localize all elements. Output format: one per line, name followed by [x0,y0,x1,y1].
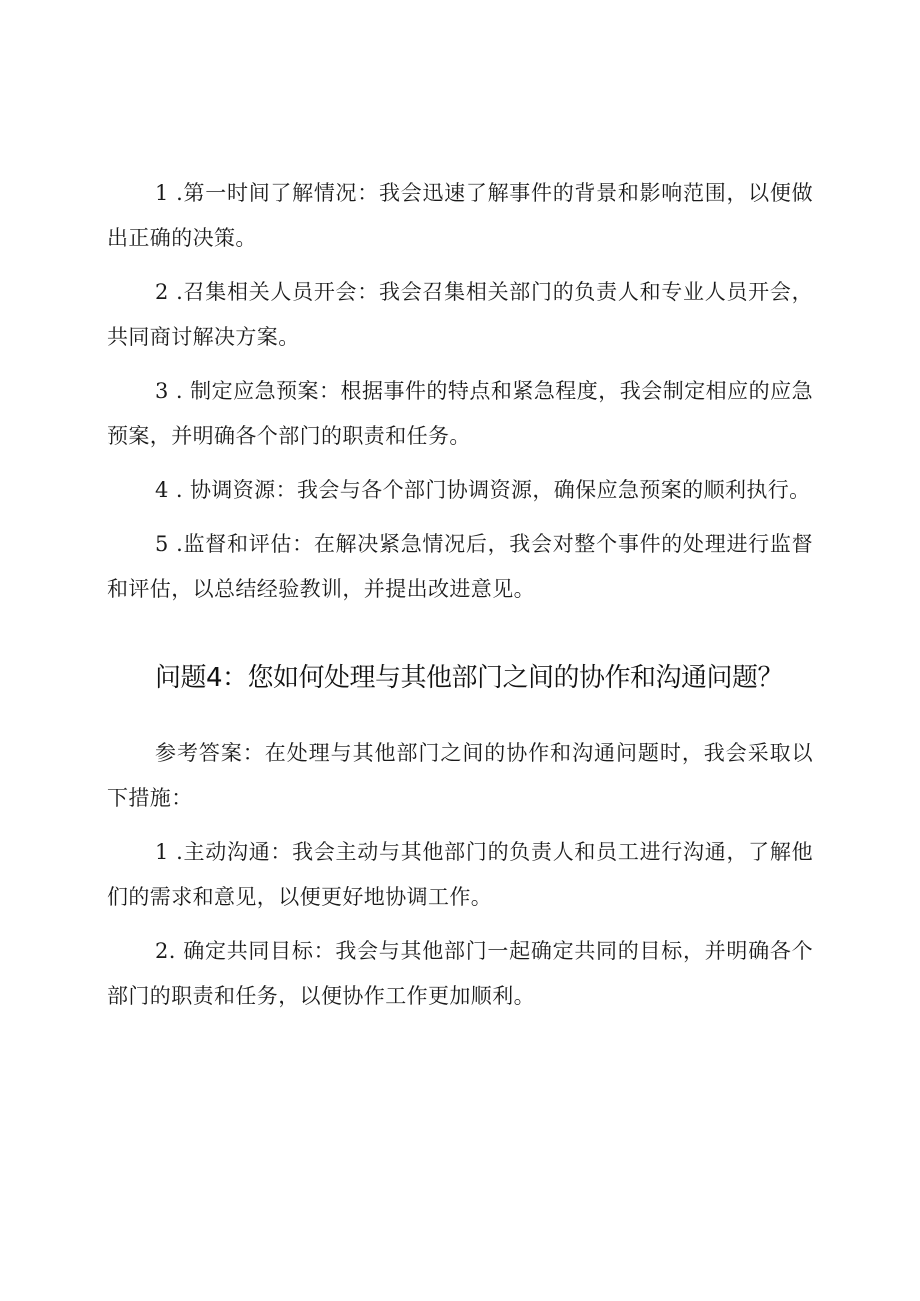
question-heading: 问题4：您如何处理与其他部门之间的协作和沟通问题？ [155,663,784,693]
list-item-measure-2: 2. 确定共同目标：我会与其他部门一起确定共同的目标，并明确各个部门的职责和任务，以便协作工作更加顺利。 [107,939,813,1008]
list-item-step-5: 5 .监督和评估：在解决紧急情况后，我会对整个事件的处理进行监督和评估，以总结经验教训，并提出改进意见。 [107,532,813,601]
list-item-step-1: 1 .第一时间了解情况：我会迅速了解事件的背景和影响范围，以便做出正确的决策。 [107,181,813,250]
list-item-step-4: 4 . 协调资源：我会与各个部门协调资源，确保应急预案的顺利执行。 [155,478,811,502]
list-item-step-2: 2 .召集相关人员开会：我会召集相关部门的负责人和专业人员开会，共同商讨解决方案。 [107,280,813,349]
list-item-step-3: 3 . 制定应急预案：根据事件的特点和紧急程度，我会制定相应的应急预案，并明确各个部门的职责和任务。 [107,379,813,448]
answer-intro: 参考答案：在处理与其他部门之间的协作和沟通问题时，我会采取以下措施： [107,741,813,810]
list-item-measure-1: 1 .主动沟通：我会主动与其他部门的负责人和员工进行沟通，了解他们的需求和意见，以便更好地协调工作。 [107,840,813,909]
document-body [107,171,813,1019]
